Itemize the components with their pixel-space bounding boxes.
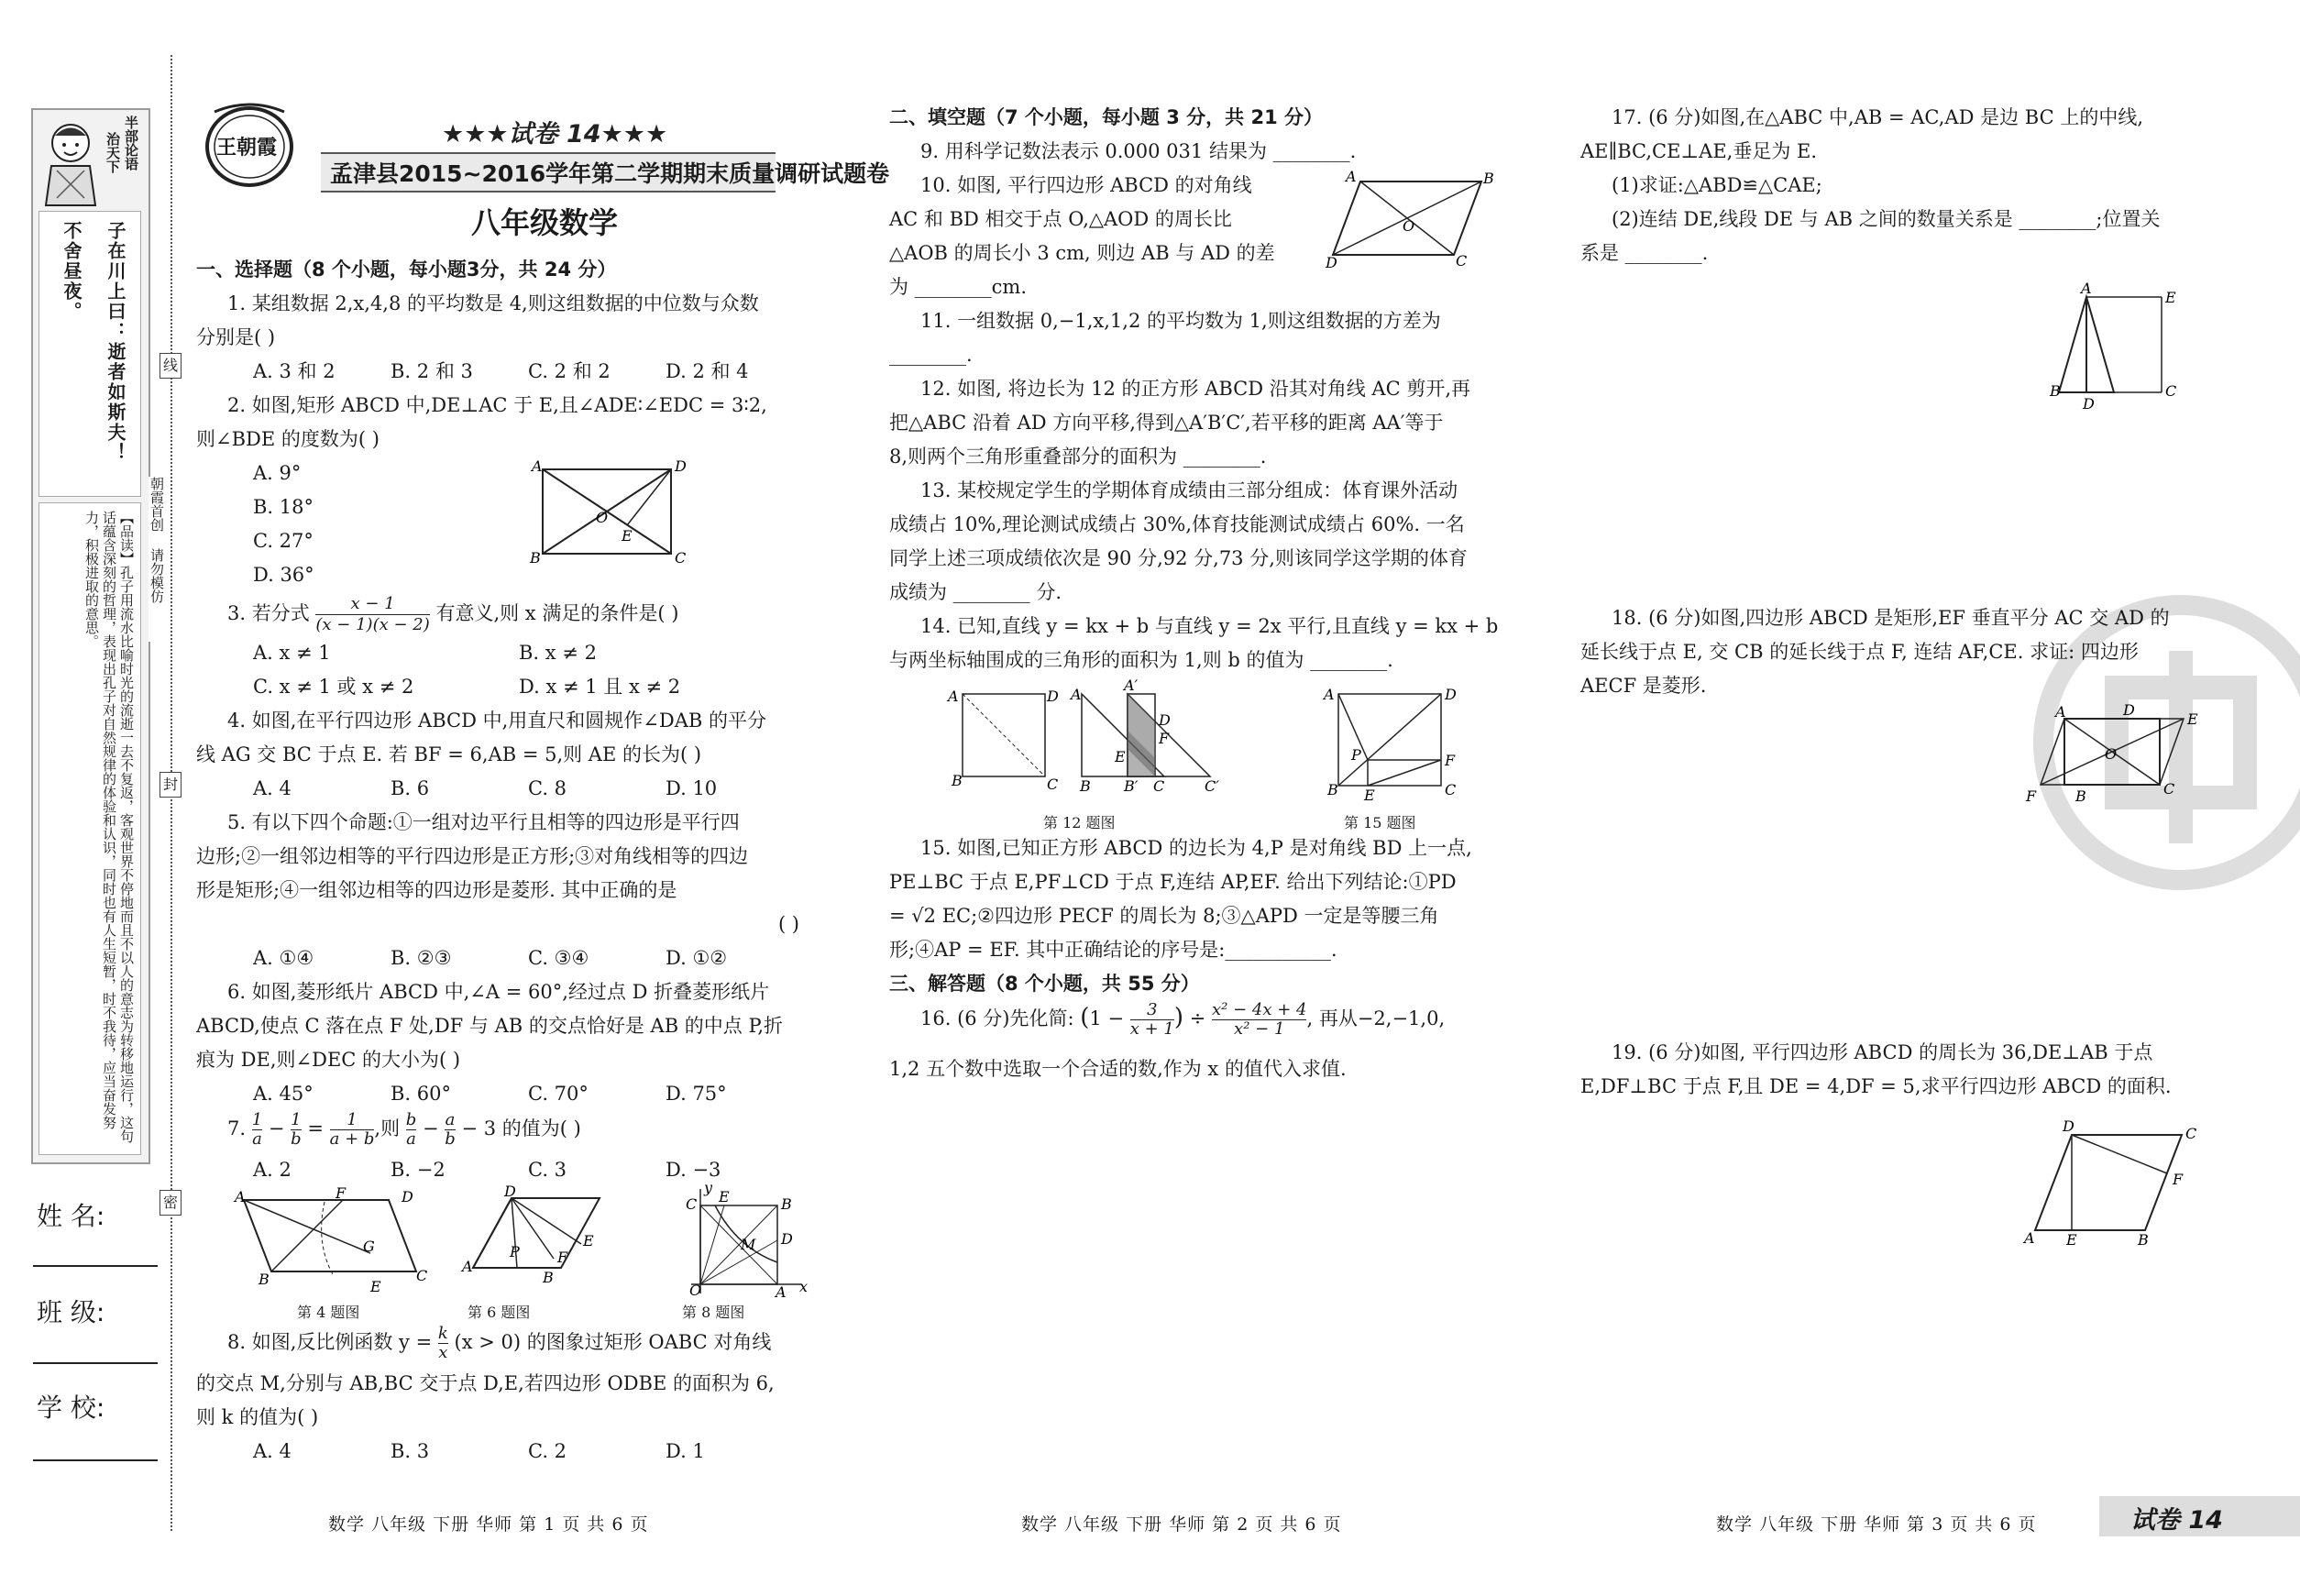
q15-line3: = √2 EC;②四边形 PECF 的周长为 8;③△APD 一定是等腰三角 (889, 905, 1439, 927)
svg-text:C: C (2165, 382, 2177, 400)
svg-text:B: B (1327, 781, 1338, 798)
school-field-line[interactable] (33, 1459, 158, 1461)
motto-small-1: 半部论语 (123, 116, 139, 171)
footer-page-3: 数学 八年级 下册 华师 第 3 页 共 6 页 (1716, 1514, 2037, 1535)
svg-text:A: A (2055, 703, 2066, 721)
q8-figure (673, 1179, 810, 1301)
svg-text:D: D (675, 457, 687, 475)
svg-text:D: D (2123, 701, 2135, 719)
svg-text:A′: A′ (1124, 677, 1139, 694)
q4-options (196, 772, 810, 806)
svg-text:C: C (686, 1195, 698, 1213)
q5-line2: 边形;②一组邻边相等的平行四边形是正方形;③对角线相等的四边 (196, 845, 749, 867)
section-3-heading: 三、解答题（8 个小题，共 55 分） (889, 973, 1200, 995)
q7-then: ,则 (374, 1117, 401, 1139)
footer-page-1: 数学 八年级 下册 华师 第 1 页 共 6 页 (328, 1514, 649, 1535)
q3-option-b[interactable]: B. x ≠ 2 (519, 642, 597, 664)
q4-line1: 4. 如图,在平行四边形 ABCD 中,用直尺和圆规作∠DAB 的平分 (227, 710, 767, 732)
svg-text:D: D (402, 1188, 413, 1205)
svg-text:B: B (2075, 787, 2086, 805)
q10-figure (1326, 168, 1494, 271)
svg-text:y: y (704, 1179, 713, 1196)
svg-text:C: C (675, 549, 687, 567)
q17-line1: 17. (6 分)如图,在△ABC 中,AB = AC,AD 是边 BC 上的中线, (1612, 106, 2144, 128)
q9: 9. 用科学记数法表示 0.000 031 结果为 ________. (920, 140, 1357, 162)
footer-tab-label: 试卷 14 (2130, 1506, 2223, 1535)
svg-text:D: D (1159, 711, 1171, 729)
q15-figure (1320, 683, 1467, 802)
svg-text:O: O (2105, 745, 2118, 763)
svg-text:B: B (530, 549, 541, 567)
q1-option-b[interactable]: B. 2 和 3 (391, 360, 473, 382)
series-label: ★★★试卷 14★★★ (442, 120, 668, 149)
q8-text-2: (x > 0) 的图象过矩形 OABC 对角线 (454, 1331, 772, 1353)
q6-line1: 6. 如图,菱形纸片 ABCD 中,∠A = 60°,经过点 D 折叠菱形纸片 (227, 981, 770, 1003)
caption-fig4: 第 4 题图 (297, 1304, 360, 1321)
q5-option-a[interactable]: A. ①④ (253, 947, 314, 969)
column-2 (889, 101, 1513, 1086)
q2-option-a[interactable]: A. 9° (253, 462, 302, 484)
q8-text: 8. 如图,反比例函数 y = (227, 1331, 433, 1353)
q4-option-a[interactable]: A. 4 (253, 777, 292, 799)
motto-small-2: 治天下 (105, 132, 121, 173)
figures-row-4-6-8 (196, 1179, 810, 1325)
q7-option-b[interactable]: B. −2 (391, 1159, 446, 1181)
q7-tail: − 3 的值为( ) (461, 1117, 581, 1139)
svg-text:O: O (689, 1282, 702, 1299)
svg-text:F: F (557, 1249, 568, 1266)
caption-fig12: 第 12 题图 (1043, 814, 1116, 831)
q2-line1: 2. 如图,矩形 ABCD 中,DE⊥AC 于 E,且∠ADE∶∠EDC = 3∶2, (227, 394, 767, 416)
svg-text:E: E (1115, 748, 1126, 765)
q8-option-b[interactable]: B. 3 (391, 1440, 430, 1462)
q7-option-a[interactable]: A. 2 (253, 1159, 292, 1181)
svg-text:D: D (2063, 1117, 2074, 1135)
q2-option-c[interactable]: C. 27° (253, 530, 314, 552)
q7-option-c[interactable]: C. 3 (528, 1159, 567, 1181)
svg-text:B: B (1080, 777, 1091, 795)
name-field-line[interactable] (33, 1265, 158, 1267)
q12-line3: 8,则两个三角形重叠部分的面积为 ________. (889, 446, 1267, 468)
q18-figure (2013, 701, 2198, 825)
exam-title: 孟津县2015~2016学年第二学期期末质量调研试题卷 (330, 160, 890, 187)
q5-line3: 形是矩形;④一组邻边相等的四边形是菱形. 其中正确的是 (196, 879, 677, 901)
q12-line2: 把△ABC 沿着 AD 方向平移,得到△A′B′C′,若平移的距离 AA′等于 (889, 412, 1444, 434)
svg-text:F: F (336, 1184, 347, 1202)
q3-numerator: x − 1 (315, 594, 429, 615)
q17-line5: 系是 ________. (1580, 242, 1709, 264)
sidebar (31, 108, 149, 1162)
svg-text:C: C (1456, 252, 1468, 270)
seal-feng: 封 (160, 772, 182, 798)
caption-fig15: 第 15 题图 (1344, 814, 1416, 831)
q5-line1: 5. 有以下四个命题:①一组对边平行且相等的四边形是平行四 (227, 811, 740, 833)
q3-option-c[interactable]: C. x ≠ 1 或 x ≠ 2 (253, 676, 414, 698)
q3-fraction (315, 594, 429, 635)
q17-figure (2050, 282, 2178, 411)
q6-options (196, 1077, 810, 1111)
svg-text:B′: B′ (1124, 777, 1139, 795)
seal-mi: 密 (160, 1190, 182, 1216)
svg-text:C′: C′ (1205, 777, 1219, 795)
q3-option-d[interactable]: D. x ≠ 1 且 x ≠ 2 (519, 676, 681, 698)
q16-text: 16. (6 分)先化简: (920, 1007, 1074, 1029)
q18-line3: AECF 是菱形. (1580, 675, 1707, 697)
q17-line4: (2)连结 DE,线段 DE 与 AB 之间的数量关系是 ________;位置关 (1612, 208, 2161, 230)
q4-option-b[interactable]: B. 6 (391, 777, 430, 799)
svg-text:D: D (1445, 686, 1457, 703)
q15-line2: PE⊥BC 于点 E,PF⊥CD 于点 F,连结 AP,EF. 给出下列结论:①PD (889, 871, 1457, 893)
q3-options-row1 (196, 636, 810, 670)
svg-text:A: A (2024, 1229, 2035, 1247)
q5-option-c[interactable]: C. ③④ (528, 947, 589, 969)
q2-option-b[interactable]: B. 18° (253, 496, 314, 518)
svg-text:O: O (596, 509, 609, 526)
q18-line1: 18. (6 分)如图,四边形 ABCD 是矩形,EF 垂直平分 AC 交 AD 的 (1612, 607, 2170, 629)
q15-line4: 形;④AP = EF. 其中正确结论的序号是:___________. (889, 939, 1337, 961)
q4-line2: 线 AG 交 BC 于点 E. 若 BF = 6,AB = 5,则 AE 的长为( ) (196, 743, 702, 765)
caption-fig6: 第 6 题图 (468, 1304, 531, 1321)
svg-text:P: P (1351, 746, 1361, 764)
q1-option-c[interactable]: C. 2 和 2 (528, 360, 611, 382)
q8-line2: 的交点 M,分别与 AB,BC 交于点 D,E,若四边形 ODBE 的面积为 6, (196, 1372, 775, 1394)
svg-text:E: E (2066, 1231, 2077, 1249)
q1-line2: 分别是( ) (196, 326, 276, 348)
svg-text:C: C (1153, 777, 1165, 795)
svg-text:M: M (741, 1236, 756, 1253)
q7-line: 7. $\frac{1}{a}$ − $\frac{1}{b}$ = $\frac{1}{a + b}$ ,则 $\frac{b}{a}$ − $\frac{a}{b}$ − 3 的值为( ) (227, 1110, 581, 1149)
svg-text:C: C (2185, 1125, 2197, 1142)
q8-option-a[interactable]: A. 4 (253, 1440, 292, 1462)
q1-option-a[interactable]: A. 3 和 2 (253, 360, 336, 382)
svg-text:C: C (1047, 776, 1059, 793)
svg-text:A: A (462, 1258, 473, 1275)
svg-text:F: F (2026, 787, 2037, 805)
q8-option-c[interactable]: C. 2 (528, 1440, 567, 1462)
q13-line2: 成绩占 10%,理论测试成绩占 30%,体育技能测试成绩占 60%. 一名 (889, 513, 1465, 535)
svg-text:D: D (1047, 688, 1059, 705)
svg-text:D: D (504, 1183, 516, 1200)
caption-fig8: 第 8 题图 (682, 1304, 745, 1321)
svg-text:E: E (583, 1232, 594, 1249)
pindu-box (39, 502, 141, 1155)
svg-text:F: F (1159, 730, 1170, 747)
svg-text:D: D (781, 1230, 793, 1248)
quote-line-2: 不舍昼夜。 (61, 221, 83, 322)
q1-line1: 1. 某组数据 2,x,4,8 的平均数是 4,则这组数据的中位数与众数 (227, 292, 759, 314)
svg-text:O: O (1403, 217, 1415, 235)
svg-text:A: A (2081, 280, 2092, 297)
footer-page-2: 数学 八年级 下册 华师 第 2 页 共 6 页 (1021, 1514, 1342, 1535)
q11-line2: ________. (889, 344, 973, 366)
q2-figure (526, 457, 691, 567)
q6-option-d[interactable]: D. 75° (666, 1083, 727, 1105)
q2-option-d[interactable]: D. 36° (253, 564, 314, 586)
quote-box (39, 211, 141, 497)
q5-line4: ( ) (777, 913, 799, 935)
q18-line2: 延长线于点 E, 交 CB 的延长线于点 F, 连结 AF,CE. 求证: 四边形 (1580, 641, 2139, 663)
q3-text: 3. 若分式 (227, 602, 310, 624)
svg-text:B: B (2050, 382, 2061, 400)
svg-text:C: C (416, 1267, 428, 1284)
svg-text:E: E (622, 527, 633, 545)
svg-text:E: E (1364, 787, 1375, 804)
svg-text:G: G (363, 1238, 375, 1255)
q10-line4: 为 ________cm. (889, 276, 1028, 298)
q16-line2: 1,2 五个数中选取一个合适的数,作为 x 的值代入求值. (889, 1058, 1347, 1080)
q3-options-row2 (196, 670, 810, 704)
class-label: 班 级: (37, 1297, 105, 1327)
q19-block (1580, 1036, 2204, 1104)
svg-text:F: F (2173, 1171, 2184, 1188)
q4-option-c[interactable]: C. 8 (528, 777, 567, 799)
q3-option-a[interactable]: A. x ≠ 1 (253, 642, 331, 664)
q10-line1: 10. 如图, 平行四边形 ABCD 的对角线 (920, 174, 1252, 196)
q6-option-a[interactable]: A. 45° (253, 1083, 314, 1105)
q16-text-2: 再从−2,−1,0, (1318, 1007, 1446, 1029)
cartoon-avatar (39, 116, 103, 207)
seal-original-note: 朝霞首创 请勿模仿 (149, 477, 165, 642)
q6-line2: ABCD,使点 C 落在点 F 处,DF 与 AB 的交点恰好是 AB 的中点 P,折 (196, 1015, 784, 1037)
q12-figure (944, 677, 1247, 802)
q3-text-2: 有意义,则 x 满足的条件是( ) (435, 602, 679, 624)
q17-line2: AE∥BC,CE⊥AE,垂足为 E. (1580, 140, 1818, 162)
svg-text:A: A (235, 1188, 246, 1205)
q8-line1: 8. 如图,反比例函数 y = $\frac{k}{x}$ (x > 0) 的图象过矩形 OABC 对角线 (227, 1324, 772, 1362)
seal-xian: 线 (160, 353, 182, 379)
q5-option-b[interactable]: B. ②③ (391, 947, 452, 969)
svg-text:B: B (2138, 1231, 2149, 1249)
q12-line1: 12. 如图, 将边长为 12 的正方形 ABCD 沿其对角线 AC 剪开,再 (920, 378, 1470, 400)
q19-line2: E,DF⊥BC 于点 F,且 DE = 4,DF = 5,求平行四边形 ABCD 的面积. (1580, 1075, 2172, 1097)
q10-line2: AC 和 BD 相交于点 O,△AOD 的周长比 (889, 208, 1232, 230)
q16-line1: 16. (6 分)先化简: (1 − $\frac{3}{x + 1}$ ) ÷ $\frac{\text{x² − 4x + 4}}{\text{x² − 1}}$ , 再从−2,−1,0, (920, 1000, 1446, 1039)
q17-line3: (1)求证:△ABD≌△CAE; (1612, 174, 1822, 196)
q6-line3: 痕为 DE,则∠DEC 的大小为( ) (196, 1049, 461, 1071)
svg-text:E: E (370, 1278, 381, 1295)
q5-options (196, 941, 810, 975)
q2-line2: 则∠BDE 的度数为( ) (196, 428, 380, 450)
q2-options (196, 457, 810, 594)
svg-text:C: C (1445, 781, 1457, 798)
q8-line3: 则 k 的值为( ) (196, 1406, 319, 1428)
q15-line1: 15. 如图,已知正方形 ABCD 的边长为 4,P 是对角线 BD 上一点, (920, 837, 1472, 859)
svg-text:A: A (1324, 686, 1335, 703)
pindu-text: 【品读】孔子用流水比喻时光的流逝一去不复返，客观世界不停地而且不以人的意志为转移地运行，这句话蕴含深刻的哲理，表现出孔子对自然规律的体验和认识，同时也有人生短暂，时不我待，应当奋发努力，积极进取的意思。 (83, 511, 135, 1143)
subject-title: 八年级数学 (471, 205, 619, 240)
logo (194, 99, 304, 191)
q1-option-d[interactable]: D. 2 和 4 (666, 360, 749, 382)
school-label: 学 校: (37, 1392, 105, 1423)
svg-text:A: A (776, 1283, 787, 1301)
name-label: 姓 名: (37, 1201, 105, 1231)
svg-text:A: A (948, 688, 959, 705)
svg-text:B: B (259, 1271, 270, 1288)
svg-text:B: B (1483, 170, 1494, 187)
svg-text:B: B (781, 1195, 792, 1213)
svg-text:D: D (2083, 395, 2095, 413)
q6-option-b[interactable]: B. 60° (391, 1083, 452, 1105)
svg-text:P: P (510, 1243, 520, 1260)
q13-line3: 同学上述三项成绩依次是 90 分,92 分,73 分,则该同学这学期的体育 (889, 547, 1468, 569)
q3-line1 (196, 594, 810, 636)
q1-options (196, 355, 810, 389)
q8-option-d[interactable]: D. 1 (666, 1440, 705, 1462)
section-2-heading: 二、填空题（7 个小题，每小题 3 分，共 21 分） (889, 106, 1324, 128)
q14-line2: 与两坐标轴围成的三角形的面积为 1,则 b 的值为 ________. (889, 649, 1393, 671)
confucius-icon (39, 116, 103, 207)
svg-text:E: E (2165, 289, 2176, 306)
svg-text:E: E (719, 1188, 730, 1205)
q13-line4: 成绩为 ________ 分. (889, 581, 1062, 603)
svg-text:D: D (1326, 254, 1337, 271)
class-field-line[interactable] (33, 1362, 158, 1364)
figures-row-12-15 (889, 677, 1513, 831)
svg-text:A: A (532, 457, 543, 475)
q7-num: 7. (227, 1117, 247, 1139)
q3-denominator: (x − 1)(x − 2) (315, 615, 430, 634)
section-1-heading: 一、选择题（8 个小题，每小题3分，共 24 分） (196, 259, 617, 281)
svg-text:B: B (543, 1269, 554, 1286)
column-3 (1580, 101, 2204, 270)
q14-line1: 14. 已知,直线 y = kx + b 与直线 y = 2x 平行,且直线 y = kx + b (920, 615, 1499, 637)
q8-options (196, 1435, 810, 1469)
q10-line3: △AOB 的周长小 3 cm, 则边 AB 与 AD 的差 (889, 242, 1275, 264)
svg-text:B: B (952, 772, 963, 789)
svg-text:F: F (1445, 752, 1456, 769)
svg-text:E: E (2187, 710, 2198, 728)
svg-text:x: x (799, 1278, 809, 1295)
q19-figure (2017, 1117, 2200, 1249)
q11-line1: 11. 一组数据 0,−1,x,1,2 的平均数为 1,则这组数据的方差为 (920, 310, 1441, 332)
quote-line-1: 子在川上曰：逝者如斯夫！ (105, 221, 127, 463)
svg-text:A: A (1346, 168, 1357, 185)
svg-text:A: A (1071, 686, 1082, 703)
q10-block (889, 169, 1513, 304)
q19-line1: 19. (6 分)如图, 平行四边形 ABCD 的周长为 36,DE⊥AB 于点 (1612, 1041, 2153, 1063)
q6-option-c[interactable]: C. 70° (528, 1083, 589, 1105)
q4-figure (233, 1184, 428, 1299)
svg-text:C: C (2163, 780, 2175, 798)
q7-options (196, 1153, 810, 1187)
q4-option-d[interactable]: D. 10 (666, 777, 718, 799)
logo-text: 王朝霞 (216, 137, 278, 160)
q7-option-d[interactable]: D. −3 (666, 1159, 721, 1181)
q6-figure (462, 1183, 618, 1297)
q5-option-d[interactable]: D. ①② (666, 947, 728, 969)
q13-line1: 13. 某校规定学生的学期体育成绩由三部分组成：体育课外活动 (920, 479, 1458, 501)
column-1 (196, 253, 810, 1469)
